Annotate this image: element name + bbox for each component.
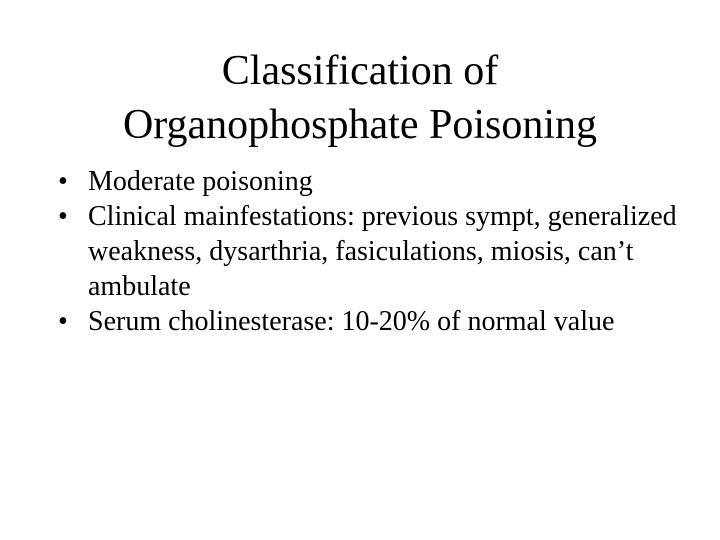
slide-title-line-2: Organophosphate Poisoning	[122, 102, 598, 148]
bullet-text: Moderate poisoning	[88, 166, 313, 197]
bullet-item-moderate-poisoning	[58, 164, 698, 199]
bullet-icon: •	[58, 306, 68, 337]
slide-title	[60, 44, 660, 152]
bullet-icon: •	[58, 166, 68, 197]
bullet-list	[58, 164, 698, 339]
bullet-text: Serum cholinesterase: 10-20% of normal value	[88, 306, 615, 337]
bullet-item-serum-cholinesterase	[58, 304, 698, 339]
bullet-item-clinical-manifestations	[58, 199, 698, 304]
bullet-text: Clinical mainfestations: previous sympt, generalized weakness, dysarthria, fasiculations, miosis, can’t ambulate	[88, 201, 677, 302]
slide-title-line-1: Classification of	[221, 48, 499, 94]
bullet-icon: •	[58, 201, 68, 232]
